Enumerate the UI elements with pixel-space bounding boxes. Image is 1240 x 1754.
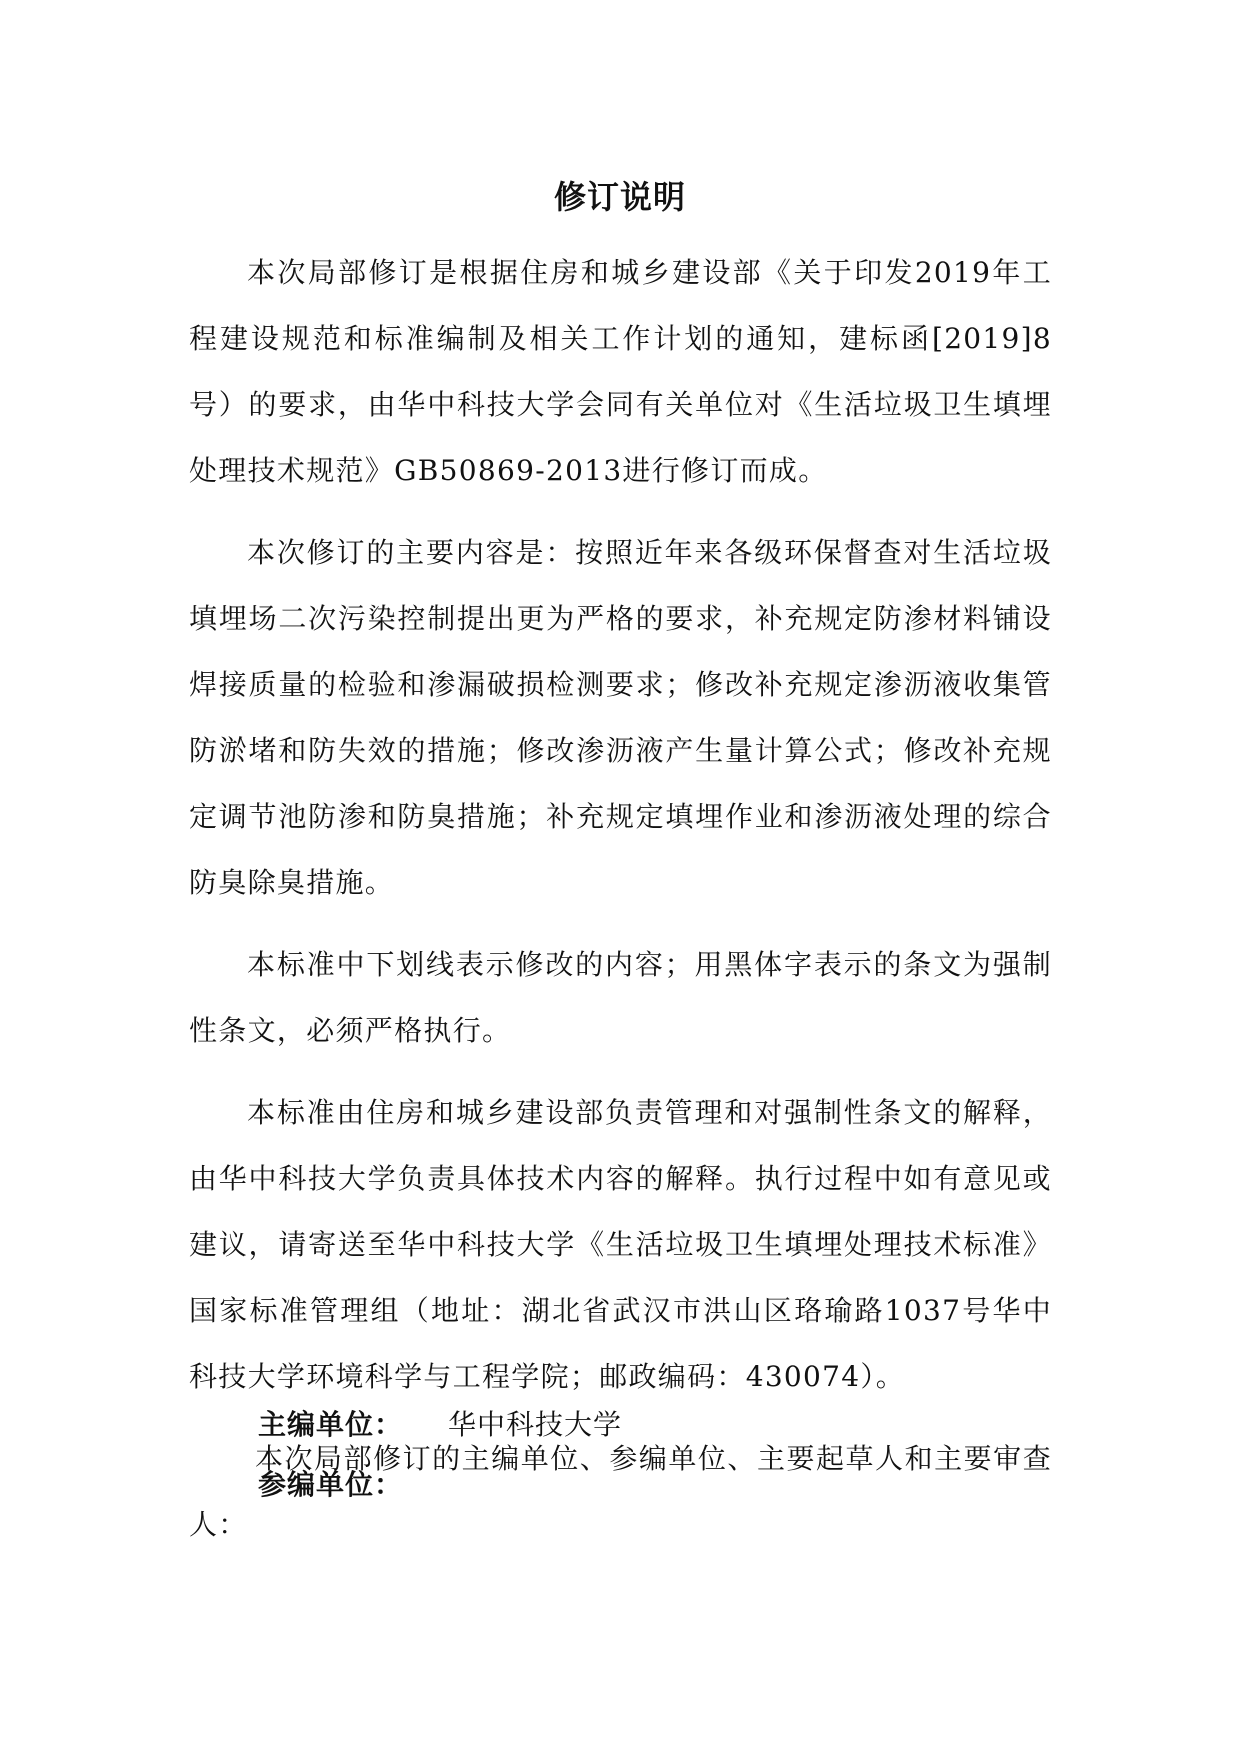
chief-unit-row [258,1405,622,1445]
participating-unit-row [258,1465,448,1505]
participating-unit-label: 参编单位： [258,1468,404,1501]
paragraph-main-content: 本次修订的主要内容是：按照近年来各级环保督查对生活垃圾填埋场二次污染控制提出更为严格的要求，补充规定防渗材料铺设焊接质量的检验和渗漏破损检测要求；修改补充规定渗沥液收集管防淤堵和防失效的措施；修改渗沥液产生量计算公式；修改补充规定调节池防渗和防臭措施；补充规定填埋作业和渗沥液处理的综合防臭除臭措施。 [189,536,1052,899]
paragraph-revision-basis: 本次局部修订是根据住房和城乡建设部《关于印发2019年工程建设规范和标准编制及相关工作计划的通知，建标函[2019]8号）的要求，由华中科技大学会同有关单位对《生活垃圾卫生填埋处理技术规范》GB50869-2013进行修订而成。 [189,256,1052,487]
page-title: 修订说明 [553,178,686,216]
chief-unit-value: 华中科技大学 [448,1408,623,1441]
document-body [189,240,1052,1574]
paragraph-units-intro: 本次局部修订的主编单位、参编单位、主要起草人和主要审查人： [189,1442,1052,1541]
paragraph-management: 本标准由住房和城乡建设部负责管理和对强制性条文的解释，由华中科技大学负责具体技术内容的解释。执行过程中如有意见或建议，请寄送至华中科技大学《生活垃圾卫生填埋处理技术标准》国家标准管理组（地址：湖北省武汉市洪山区珞瑜路1037号华中科技大学环境科学与工程学院；邮政编码：430074）。 [189,1096,1052,1393]
paragraph-notation: 本标准中下划线表示修改的内容；用黑体字表示的条文为强制性条文，必须严格执行。 [189,948,1052,1047]
chief-unit-label: 主编单位： [258,1408,404,1441]
